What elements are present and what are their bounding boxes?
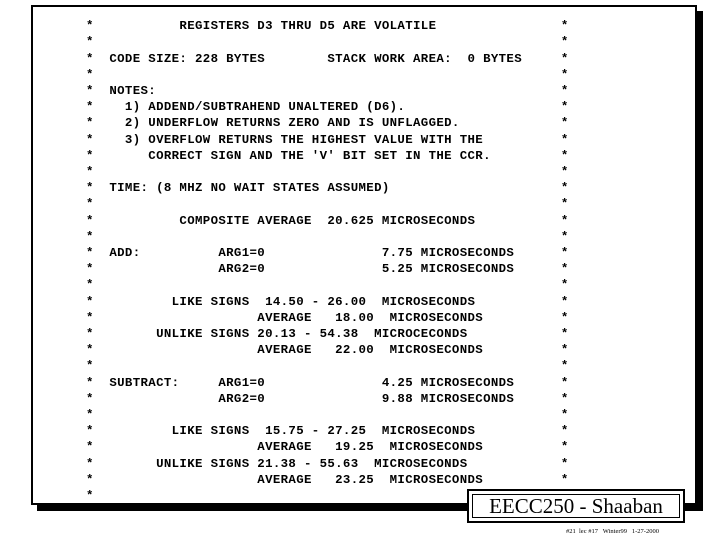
listing-line: * AVERAGE 22.00 MICROSECONDS * [86, 343, 569, 357]
listing-line: * * [86, 165, 569, 179]
listing-line: * COMPOSITE AVERAGE 20.625 MICROSECONDS * [86, 214, 569, 228]
listing-line: * 1) ADDEND/SUBTRAHEND UNALTERED (D6). * [86, 100, 569, 114]
listing-line: * ADD: ARG1=0 7.75 MICROSECONDS * [86, 246, 569, 260]
listing-line: * * [86, 35, 569, 49]
listing-line: * UNLIKE SIGNS 21.38 - 55.63 MICROSECONDS * [86, 457, 569, 471]
listing-line: * 3) OVERFLOW RETURNS THE HIGHEST VALUE WITH THE * [86, 133, 569, 147]
listing-line: * REGISTERS D3 THRU D5 ARE VOLATILE * [86, 19, 569, 33]
listing-line: * ARG2=0 9.88 MICROSECONDS * [86, 392, 569, 406]
listing-line: * * [86, 408, 569, 422]
listing-line: * UNLIKE SIGNS 20.13 - 54.38 MICROCECONDS * [86, 327, 569, 341]
listing-line: * AVERAGE 18.00 MICROSECONDS * [86, 311, 569, 325]
listing-line: * 2) UNDERFLOW RETURNS ZERO AND IS UNFLAGGED. * [86, 116, 569, 130]
listing-line: * * [86, 278, 569, 292]
badge-inner-border [472, 494, 680, 518]
listing-line: * ARG2=0 5.25 MICROSECONDS * [86, 262, 569, 276]
listing-line: * [86, 489, 94, 503]
slide-footer: #21 lec #17 Winter99 1-27-2000 [566, 528, 659, 535]
listing-line: * * [86, 230, 569, 244]
listing-line: * * [86, 68, 569, 82]
listing-line: * * [86, 197, 569, 211]
listing-line: * AVERAGE 19.25 MICROSECONDS * [86, 440, 569, 454]
listing-line: * NOTES: * [86, 84, 569, 98]
course-badge [467, 489, 685, 523]
listing-line: * LIKE SIGNS 14.50 - 26.00 MICROSECONDS * [86, 295, 569, 309]
course-badge-label: EECC250 - Shaaban [489, 493, 663, 518]
listing-line: * CODE SIZE: 228 BYTES STACK WORK AREA: 0 BYTES * [86, 52, 569, 66]
listing-line: * SUBTRACT: ARG1=0 4.25 MICROSECONDS * [86, 376, 569, 390]
listing-line: * LIKE SIGNS 15.75 - 27.25 MICROSECONDS * [86, 424, 569, 438]
listing-line: * AVERAGE 23.25 MICROSECONDS * [86, 473, 569, 487]
listing-line: * CORRECT SIGN AND THE 'V' BIT SET IN THE CCR. * [86, 149, 569, 163]
listing-line: * * [86, 359, 569, 373]
listing-line: * TIME: (8 MHZ NO WAIT STATES ASSUMED) * [86, 181, 569, 195]
